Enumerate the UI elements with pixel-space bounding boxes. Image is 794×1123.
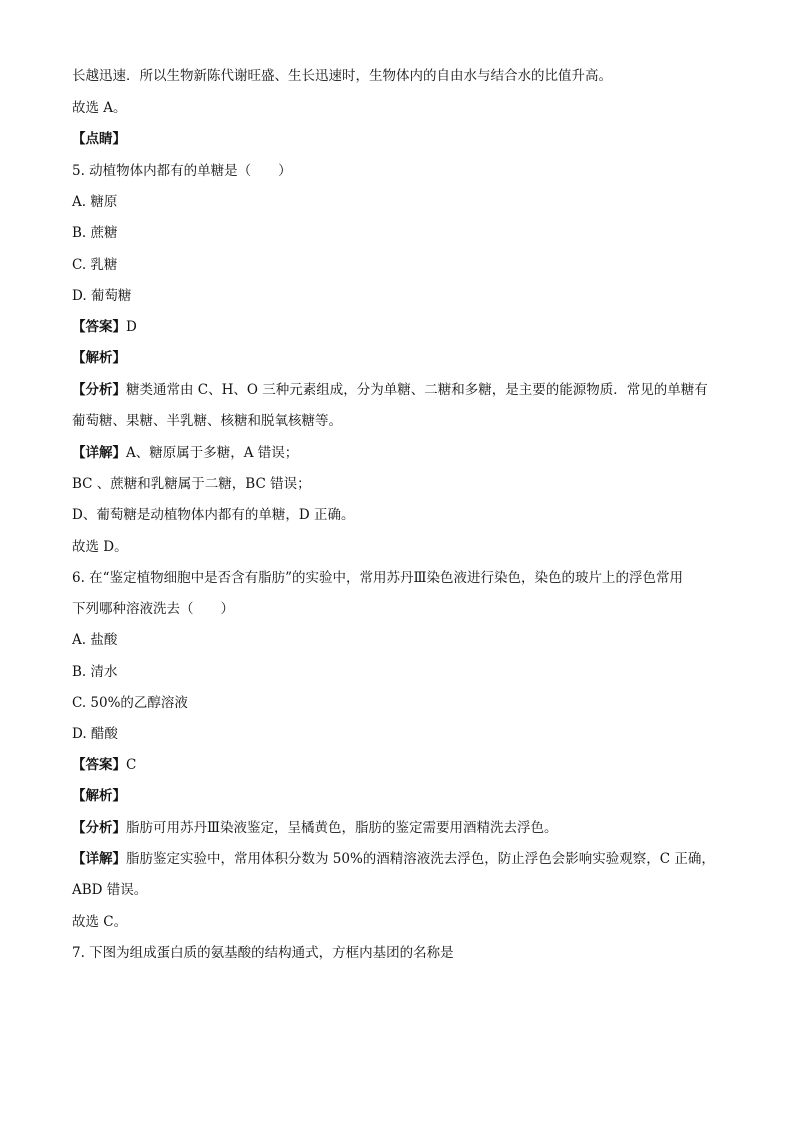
q5-option-b: B. 蔗糖 (72, 225, 118, 241)
q5-analysis-text: 糖类通常由 C、H、O 三种元素组成，分为单糖、二糖和多糖，是主要的能源物质．常见的单糖有 (126, 382, 708, 398)
q6-option-a: A. 盐酸 (72, 632, 118, 648)
q5-answer-label: 【答案】 (72, 319, 126, 335)
q5-detail-line2: BC 、蔗糖和乳糖属于二糖，BC 错误； (72, 476, 311, 492)
q7-stem: 7. 下图为组成蛋白质的氨基酸的结构通式，方框内基团的名称是 (72, 945, 454, 961)
q6-answer-value: C (126, 757, 137, 773)
q6-option-d: D. 醋酸 (72, 726, 118, 742)
prev-explanation-line: 长越迅速．所以生物新陈代谢旺盛、生长迅速时，生物体内的自由水与结合水的比值升高。 (72, 68, 612, 84)
q6-detail-line2: ABD 错误。 (72, 882, 148, 898)
dianjing-label: 【点睛】 (72, 131, 126, 147)
prev-choice: 故选 A。 (72, 100, 127, 116)
q6-detail-label: 【详解】 (72, 851, 126, 867)
q6-analysis-text: 脂肪可用苏丹Ⅲ染液鉴定，呈橘黄色，脂肪的鉴定需要用酒精洗去浮色。 (126, 820, 558, 836)
q5-analysis-label: 【分析】 (72, 382, 126, 398)
q6-stem-line2: 下列哪种溶液洗去（ ） (72, 601, 234, 617)
q6-answer (72, 755, 734, 775)
q5-detail-line3: D、葡萄糖是动植物体内都有的单糖，D 正确。 (72, 507, 355, 523)
q5-jiexi-label: 【解析】 (72, 350, 126, 366)
q6-choice: 故选 C。 (72, 914, 128, 930)
q6-answer-label: 【答案】 (72, 757, 126, 773)
q5-answer-value: D (126, 319, 137, 335)
q5-option-c: C. 乳糖 (72, 257, 118, 273)
q6-option-c: C. 50%的乙醇溶液 (72, 695, 188, 711)
q5-answer (72, 317, 734, 337)
q5-detail-label: 【详解】 (72, 445, 126, 461)
q6-option-b: B. 清水 (72, 664, 118, 680)
q5-option-d: D. 葡萄糖 (72, 288, 132, 304)
q6-detail (72, 849, 734, 869)
q6-analysis (72, 818, 734, 838)
q6-analysis-label: 【分析】 (72, 820, 126, 836)
q5-option-a: A. 糖原 (72, 194, 118, 210)
q5-choice: 故选 D。 (72, 539, 128, 555)
q5-analysis (72, 380, 734, 400)
q5-detail (72, 443, 734, 463)
q5-stem: 5. 动植物体内都有的单糖是（ ） (72, 163, 292, 179)
q5-detail-text: A、糖原属于多糖，A 错误； (126, 445, 299, 461)
q6-jiexi-label: 【解析】 (72, 788, 126, 804)
q6-stem-line1: 6. 在“鉴定植物细胞中是否含有脂肪”的实验中，常用苏丹Ⅲ染色液进行染色，染色的玻片上的浮色常用 (72, 570, 683, 586)
q5-analysis-line2: 葡萄糖、果糖、半乳糖、核糖和脱氧核糖等。 (72, 413, 342, 429)
q6-detail-text: 脂肪鉴定实验中，常用体积分数为 50%的酒精溶液洗去浮色，防止浮色会影响实验观察，C 正确， (126, 851, 715, 867)
